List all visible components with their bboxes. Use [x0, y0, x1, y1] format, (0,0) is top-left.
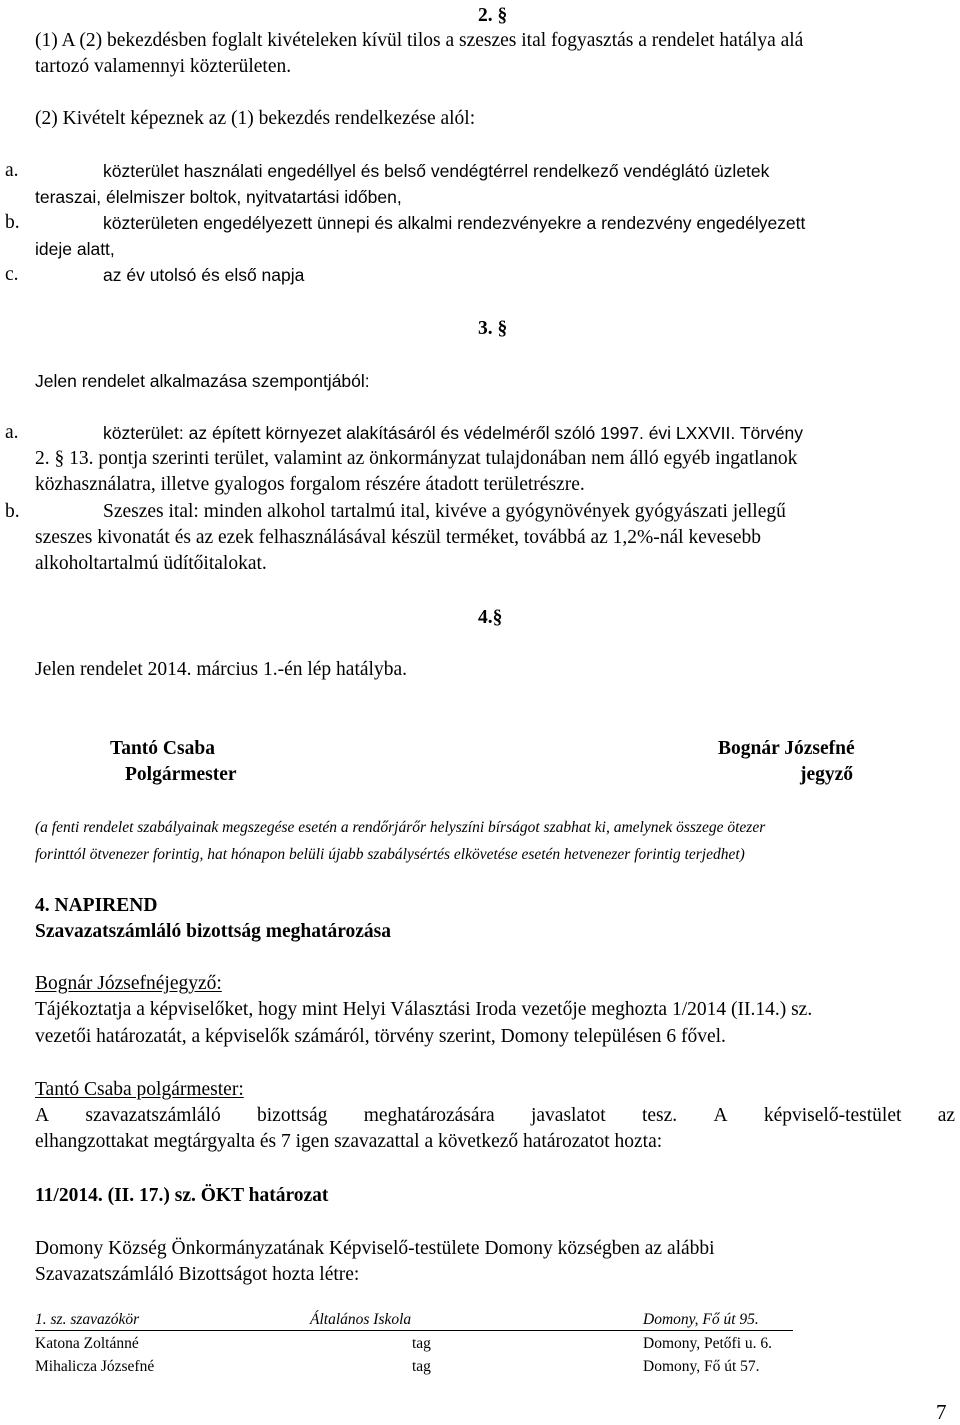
table-row: [35, 1356, 795, 1378]
s2-a-marker: a.: [5, 160, 19, 181]
agenda-number: 4. NAPIREND: [35, 895, 158, 916]
s3-b-line3: alkoholtartalmú üdítőitalokat.: [35, 553, 267, 574]
s3-intro: Jelen rendelet alkalmazása szempontjából:: [35, 371, 370, 391]
member-role: tag: [412, 1335, 431, 1352]
s3-b-line1: Szeszes ital: minden alkohol tartalmú ital, kivéve a gyógynövények gyógyászati jellegű: [103, 501, 786, 522]
signature-right-name: Bognár Józsefné: [718, 738, 855, 759]
speaker2-word: szavazatszámláló: [85, 1105, 221, 1126]
speaker2-line2: elhangzottakat megtárgyalta és 7 igen szavazattal a következő határozatot hozta:: [35, 1131, 663, 1152]
agenda-title: Szavazatszámláló bizottság meghatározása: [35, 921, 391, 942]
header-cell-address: Domony, Fő út 95.: [643, 1311, 759, 1328]
speaker1-line2: vezetői határozatát, a képviselők számáról, törvény szerint, Domony településen 6 fővel.: [35, 1026, 726, 1047]
page-number: 7: [936, 1400, 947, 1424]
s3-a-line2: 2. § 13. pontja szerinti terület, valamint az önkormányzat tulajdonában nem álló egyéb ingatlanok: [35, 448, 798, 469]
s2-b-line1: közterületen engedélyezett ünnepi és alkalmi rendezvényekre a rendezvény engedélyezett: [103, 213, 806, 233]
s2-b-line2: ideje alatt,: [35, 239, 115, 259]
speaker2-word: az: [937, 1105, 955, 1126]
signature-left-name: Tantó Csaba: [110, 738, 215, 759]
speaker1-name: Bognár Józsefnéjegyző:: [35, 973, 222, 994]
member-role: tag: [412, 1358, 431, 1375]
speaker2-word: bizottság: [257, 1105, 328, 1126]
note-line2: forinttól ötvenezer forintig, hat hónapon belüli újabb szabálysértés elkövetése esetén hetvenezer forintig terjedhet): [35, 846, 745, 863]
s3-b-line2: szeszes kivonatát és az ezek felhasználásával készül terméket, továbbá az 1,2%-nál kevesebb: [35, 527, 762, 548]
s2-c-marker: c.: [5, 264, 19, 285]
committee-table-header: [35, 1309, 795, 1331]
s3-a-line3: közhasználatra, illetve gyalogos forgalom részére átadott területrészre.: [35, 474, 585, 495]
table-row: [35, 1333, 795, 1355]
signature-right-title: jegyző: [800, 764, 854, 785]
speaker2-name: Tantó Csaba polgármester:: [35, 1079, 244, 1100]
speaker2-word: javaslatot: [530, 1105, 606, 1126]
section-2-heading: 2. §: [478, 5, 508, 26]
s2-p2: (2) Kivételt képeznek az (1) bekezdés rendelkezése alól:: [35, 108, 476, 129]
resolution-line1: Domony Község Önkormányzatának Képviselő-testülete Domony községben az alábbi: [35, 1238, 715, 1259]
s2-c-line1: az év utolsó és első napja: [103, 265, 305, 285]
header-cell-location: Általános Iskola: [310, 1311, 412, 1328]
speaker2-line1: [35, 1103, 955, 1129]
speaker2-word: A: [35, 1105, 50, 1126]
s3-a-marker: a.: [5, 422, 19, 443]
speaker2-word: tesz.: [641, 1105, 678, 1126]
signature-left-title: Polgármester: [125, 764, 237, 785]
s3-b-marker: b.: [5, 501, 20, 522]
member-name: Katona Zoltánné: [35, 1335, 139, 1352]
s3-a-line1: közterület: az épített környezet alakításáról és védelméről szóló 1997. évi LXXVII. Törvény: [103, 423, 804, 443]
s2-a-line2: teraszai, élelmiszer boltok, nyitvatartási időben,: [35, 187, 402, 207]
table-header-rule: [35, 1330, 793, 1331]
speaker2-word: meghatározására: [363, 1105, 495, 1126]
s2-a-line1: közterület használati engedéllyel és belső vendégtérrel rendelkező vendéglátó üzletek: [103, 161, 770, 181]
resolution-line2: Szavazatszámláló Bizottságot hozta létre:: [35, 1264, 360, 1285]
section-3-heading: 3. §: [478, 318, 508, 339]
member-address: Domony, Fő út 57.: [643, 1358, 760, 1375]
s4-text: Jelen rendelet 2014. március 1.-én lép hatályba.: [35, 659, 407, 680]
member-address: Domony, Petőfi u. 6.: [643, 1335, 773, 1352]
member-name: Mihalicza Józsefné: [35, 1358, 155, 1375]
s2-p1-line1: (1) A (2) bekezdésben foglalt kivételeken kívül tilos a szeszes ital fogyasztás a rendelet hatálya alá: [35, 30, 804, 51]
s2-b-marker: b.: [5, 212, 20, 233]
speaker2-word: képviselő-testület: [763, 1105, 902, 1126]
resolution-title: 11/2014. (II. 17.) sz. ÖKT határozat: [35, 1185, 329, 1206]
speaker1-line1: Tájékoztatja a képviselőket, hogy mint Helyi Választási Iroda vezetője meghozta 1/2014 (II.14.) sz.: [35, 999, 813, 1020]
note-line1: (a fenti rendelet szabályainak megszegése esetén a rendőrjárőr helyszíni bírságot szabhat ki, amelynek összege ötezer: [35, 819, 766, 836]
s2-p1-line2: tartozó valamennyi közterületen.: [35, 56, 292, 77]
section-4-heading: 4.§: [478, 607, 503, 628]
speaker2-word: A: [713, 1105, 728, 1126]
header-cell-precinct: 1. sz. szavazókör: [35, 1311, 140, 1328]
